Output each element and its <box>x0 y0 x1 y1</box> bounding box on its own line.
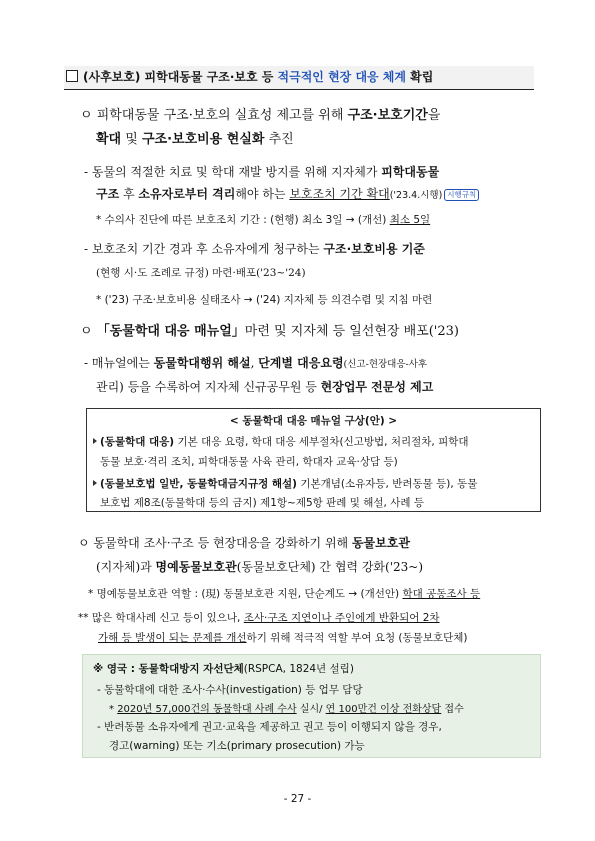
note-2: * ('23) 구조·보호비용 실태조사 → ('24) 지자체 등 의견수렴 및 지침 마련 <box>96 294 433 306</box>
triangle-bullet-icon <box>93 480 97 486</box>
note-1: * 수의사 진단에 따른 보호조치 기간 : (현행) 최소 3일 → (개선) 최소 5일 <box>96 214 431 226</box>
para-5-line-2: 관리) 등을 수록하여 지자체 신규공무원 등 현장업무 전문성 제고 <box>96 380 434 394</box>
uk-box-line-4: 경고(warning) 또는 기소(primary prosecution) 가능 <box>109 740 365 752</box>
uk-box-line-3: - 반려동물 소유자에게 권고·교육을 제공하고 권고 등이 이행되지 않을 경우, <box>97 721 442 733</box>
note-4-line-2: 가해 등 발생이 되는 문제를 개선하기 위해 적극적 역할 부여 요청 (동물보호단체) <box>98 632 468 644</box>
triangle-bullet-icon <box>93 438 97 444</box>
para-2-line-1: - 동물의 적절한 치료 및 학대 재발 방지를 위해 지자체가 피학대동물 <box>84 165 440 179</box>
note-4-line-1: ** 많은 학대사례 신고 등이 있으나, 조사·구조 지연이나 주인에게 반환되어 2차 <box>78 612 440 624</box>
para-4: ㅇ 「동물학대 대응 매뉴얼」마련 및 지자체 등 일선현장 배포('23) <box>80 324 459 339</box>
para-1-line-2: 확대 및 구조·보호비용 현실화 추진 <box>96 132 294 147</box>
checkbox-square-icon <box>66 70 78 82</box>
plan-item-1-line-1: (동물학대 대응) 기본 대응 요령, 학대 대응 세부절차(신고방법, 처리절차, 피학대 <box>93 434 469 449</box>
para-3-line-2: (현행 시·도 조례로 규정) 마련·배포('23~'24) <box>96 267 306 279</box>
manual-plan-box <box>86 408 541 512</box>
para-1-line-1: ㅇ 피학대동물 구조·보호의 실효성 제고를 위해 구조·보호기간을 <box>80 108 441 123</box>
plan-item-1-line-2: 동물 보호·격리 조치, 피학대동물 사육 관리, 학대자 교육·상담 등) <box>100 456 398 468</box>
uk-rspca-box <box>82 654 541 758</box>
uk-box-title: ※ 영국 : 동물학대방지 자선단체(RSPCA, 1824년 설립) <box>93 663 354 675</box>
para-6-line-1: ㅇ 동물학대 조사·구조 등 현장대응을 강화하기 위해 동물보호관 <box>78 536 410 550</box>
para-5-line-1: - 매뉴얼에는 동물학대행위 해설, 단계별 대응요령(신고-현장대응-사후 <box>84 356 428 370</box>
note-3: * 명예동물보호관 역할 : (現) 동물보호관 지원, 단순계도 → (개선안) 학대 공동조사 등 <box>88 588 481 600</box>
uk-box-line-1: - 동물학대에 대한 조사·수사(investigation) 등 업무 담당 <box>97 684 363 696</box>
page-number: - 27 - <box>283 793 312 805</box>
uk-box-line-2: * 2020년 57,000건의 동물학대 사례 수사 실시/ 연 100만건 이상 전화상담 접수 <box>109 704 464 715</box>
plan-item-2-line-2: 보호법 제8조(동물학대 등의 금지) 제1항~제5항 판례 및 해설, 사례 등 <box>100 497 424 509</box>
plan-item-2-line-1: (동물보호법 일반, 동물학대금지규정 해설) 기본개념(소유자등, 반려동물 등), 동물 <box>93 476 477 491</box>
rule-badge: 시행규칙 <box>444 189 479 201</box>
manual-plan-title: < 동물학대 대응 매뉴얼 구상(안) > <box>229 415 398 427</box>
para-6-line-2: (지자체)과 명예동물보호관(동물보호단체) 간 협력 강화('23~) <box>96 560 424 574</box>
para-2-line-2: 구조 후 소유자로부터 격리해야 하는 보호조치 기간 확대('23.4.시행) 시행규칙 <box>96 185 479 202</box>
section-heading: (사후보호) 피학대동물 구조·보호 등 적극적인 현장 대응 체계 확립 <box>64 66 534 90</box>
para-3-line-1: - 보호조치 기간 경과 후 소유자에게 청구하는 구조·보호비용 기준 <box>84 242 425 256</box>
